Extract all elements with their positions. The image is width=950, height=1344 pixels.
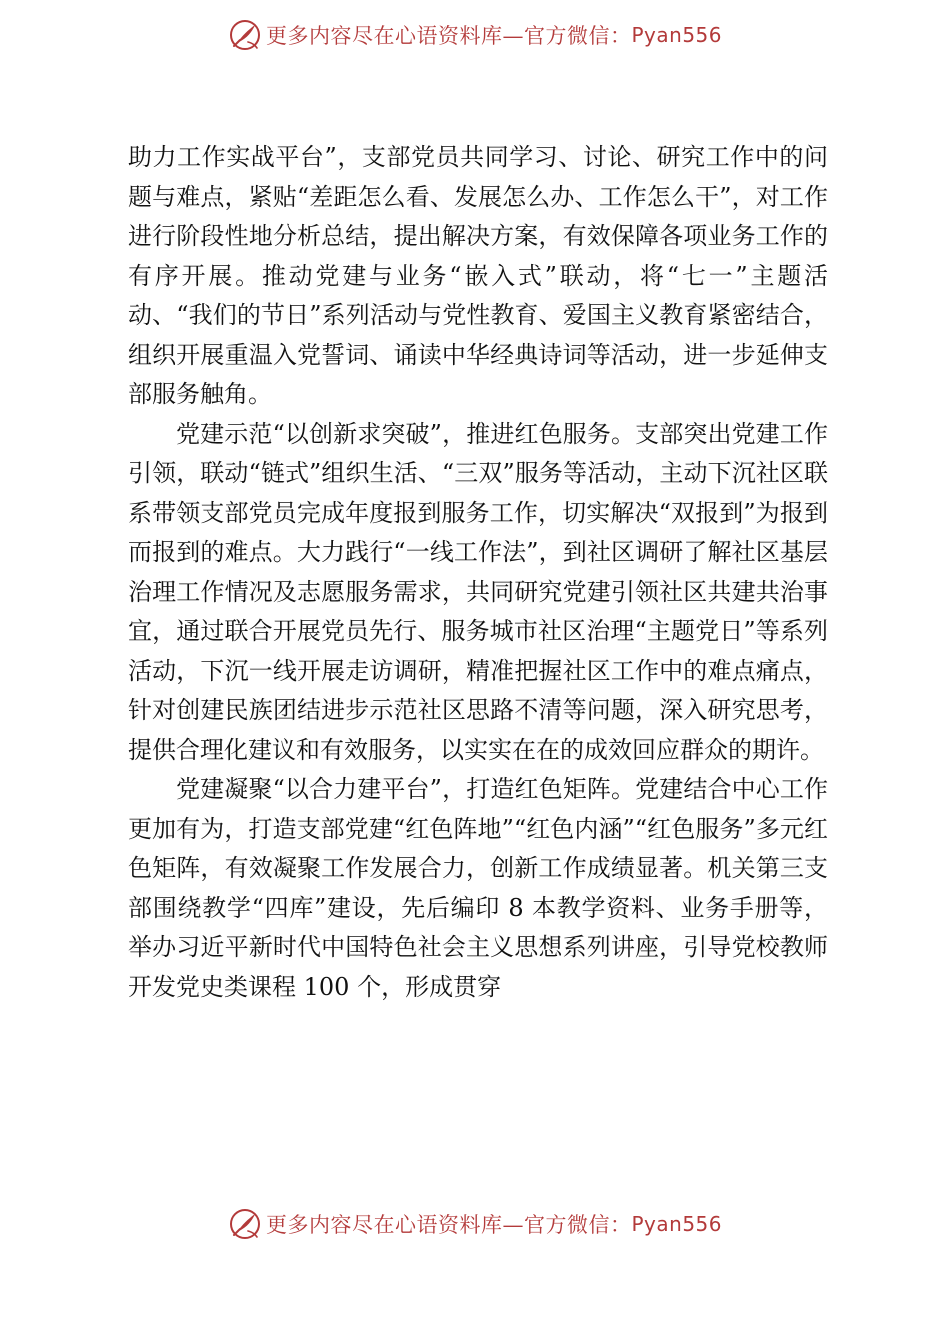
footer-banner-handle: Pyan556 — [631, 1212, 722, 1236]
quill-logo-icon — [228, 1207, 262, 1241]
header-banner — [0, 15, 950, 55]
footer-banner-text: 更多内容尽在心语资料库—官方微信： — [265, 1213, 632, 1237]
footer-banner — [0, 1204, 950, 1244]
header-banner-text: 更多内容尽在心语资料库—官方微信： — [265, 24, 632, 48]
quill-logo-icon — [228, 18, 262, 52]
header-banner-handle: Pyan556 — [631, 23, 722, 47]
paragraph-1: 助力工作实战平台”，支部党员共同学习、讨论、研究工作中的问题与难点，紧贴“差距怎么看、发展怎么办、工作怎么干”，对工作进行阶段性地分析总结，提出解决方案，有效保障各项业务工作的有序开展。推动党建与业务“嵌入式”联动，将“七一”主题活动、“我们的节日”系列活动与党性教育、爱国主义教育紧密结合，组织开展重温入党誓词、诵读中华经典诗词等活动，进一步延伸支部服务触角。 — [128, 143, 828, 408]
paragraph-3: 党建凝聚“以合力建平台”，打造红色矩阵。党建结合中心工作更加有为，打造支部党建“红色阵地”“红色内涵”“红色服务”多元红色矩阵，有效凝聚工作发展合力，创新工作成绩显著。机关第三支部围绕教学“四库”建设，先后编印 8 本教学资料、业务手册等，举办习近平新时代中国特色社会主义思想系列讲座，引导党校教师开发党史类课程 100 个，形成贯穿 — [128, 775, 828, 1001]
paragraph-2: 党建示范“以创新求突破”，推进红色服务。支部突出党建工作引领，联动“链式”组织生活、“三双”服务等活动，主动下沉社区联系带领支部党员完成年度报到服务工作，切实解决“双报到”为报到而报到的难点。大力践行“一线工作法”，到社区调研了解社区基层治理工作情况及志愿服务需求，共同研究党建引领社区共建共治事宜，通过联合开展党员先行、服务城市社区治理“主题党日”等系列活动，下沉一线开展走访调研，精准把握社区工作中的难点痛点，针对创建民族团结进步示范社区思路不清等问题，深入研究思考，提供合理化建议和有效服务，以实实在在的成效回应群众的期许。 — [128, 419, 828, 764]
document-body — [128, 138, 828, 1007]
